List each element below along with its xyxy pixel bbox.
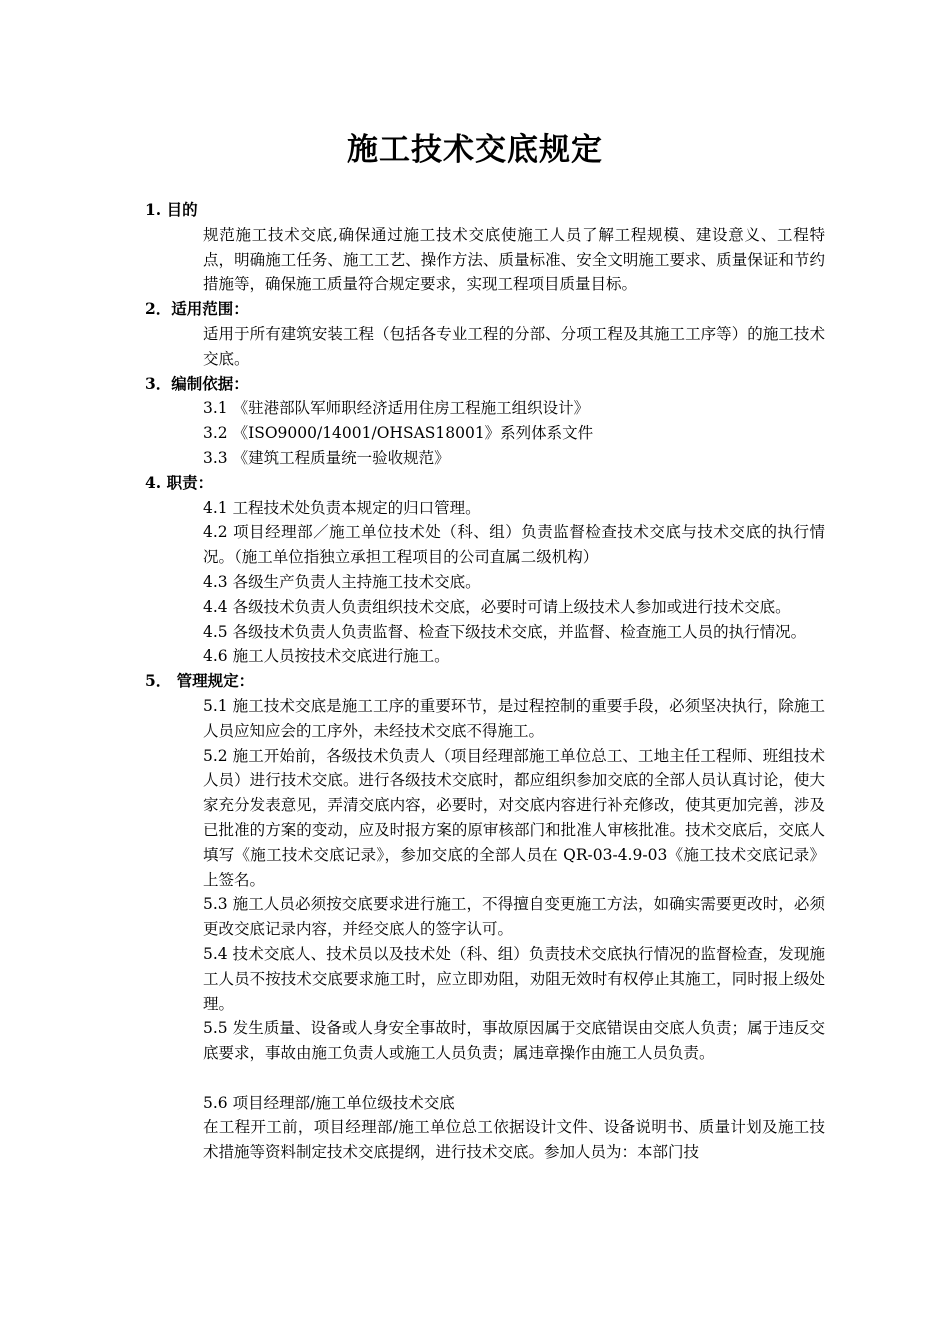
section-heading: 5． 管理规定：: [145, 671, 255, 691]
section-heading: 2．适用范围：: [145, 299, 249, 319]
section-heading: 3．编制依据：: [145, 373, 249, 393]
paragraph: 4.3 各级生产负责人主持施工技术交底。: [203, 572, 481, 591]
paragraph: 5.1 施工技术交底是施工工序的重要环节，是过程控制的重要手段，必须坚决执行，除施工人员应知应会的工序外，未经技术交底不得施工。: [203, 696, 825, 740]
paragraph: 3.1 《驻港部队军师职经济适用住房工程施工组织设计》: [203, 399, 590, 418]
paragraph: 4.6 施工人员按技术交底进行施工。: [203, 647, 450, 666]
paragraph: 在工程开工前，项目经理部/施工单位总工依据设计文件、设备说明书、质量计划及施工技术措施等资料制定技术交底提纲，进行技术交底。参加人员为：本部门技: [203, 1118, 825, 1162]
document-body: [145, 198, 825, 1165]
paragraph: 5.5 发生质量、设备或人身安全事故时，事故原因属于交底错误由交底人负责；属于违反交底要求，事故由施工负责人或施工人员负责；属违章操作由施工人员负责。: [203, 1019, 825, 1063]
paragraph: 5.2 施工开始前，各级技术负责人（项目经理部施工单位总工、工地主任工程师、班组技术人员）进行技术交底。进行各级技术交底时，都应组织参加交底的全部人员认真讨论，使大家充分发表意见，弄清交底内容，必要时，对交底内容进行补充修改，使其更加完善，涉及已批准的方案的变动，应及时报方案的原审核部门和批准人审核批准。技术交底后，交底人填写《施工技术交底记录》，参加交底的全部人员在 QR-03-4.9-03《施工技术交底记录》上签名。: [203, 746, 825, 889]
section-heading: 1. 目的: [145, 200, 198, 219]
paragraph: 4.5 各级技术负责人负责监督、检查下级技术交底，并监督、检查施工人员的执行情况。: [203, 622, 807, 641]
paragraph: 适用于所有建筑安装工程（包括各专业工程的分部、分项工程及其施工工序等）的施工技术交底。: [203, 324, 825, 368]
paragraph: 3.3 《建筑工程质量统一验收规范》: [203, 448, 450, 467]
paragraph: 3.2 《ISO9000/14001/OHSAS18001》系列体系文件: [203, 424, 594, 443]
paragraph: 5.4 技术交底人、技术员以及技术处（科、组）负责技术交底执行情况的监督检查，发现施工人员不按技术交底要求施工时，应立即劝阻，劝阻无效时有权停止其施工，同时报上级处理。: [203, 944, 825, 1013]
blank-line: [145, 1066, 825, 1091]
paragraph: 5.3 施工人员必须按交底要求进行施工，不得擅自变更施工方法，如确实需要更改时，必须更改交底记录内容，并经交底人的签字认可。: [203, 895, 825, 939]
paragraph: 4.2 项目经理部／施工单位技术处（科、组）负责监督检查技术交底与技术交底的执行情况。（施工单位指独立承担工程项目的公司直属二级机构）: [203, 523, 825, 567]
paragraph: 4.4 各级技术负责人负责组织技术交底，必要时可请上级技术人参加或进行技术交底。: [203, 597, 791, 616]
section-responsibilities: [145, 471, 825, 669]
section-management-rules: [145, 669, 825, 1165]
section-purpose: [145, 198, 825, 297]
section-heading: 4. 职责：: [145, 472, 214, 492]
section-basis: [145, 372, 825, 471]
paragraph: 4.1 工程技术处负责本规定的归口管理。: [203, 498, 481, 517]
paragraph: 规范施工技术交底,确保通过施工技术交底使施工人员了解工程规模、建设意义、工程特点，明确施工任务、施工工艺、操作方法、质量标准、安全文明施工要求、质量保证和节约措施等，确保施工质量符合规定要求，实现工程项目质量目标。: [203, 225, 825, 294]
section-scope: [145, 297, 825, 371]
paragraph: 5.6 项目经理部/施工单位级技术交底: [203, 1093, 455, 1112]
document-title: 施工技术交底规定: [347, 132, 603, 168]
